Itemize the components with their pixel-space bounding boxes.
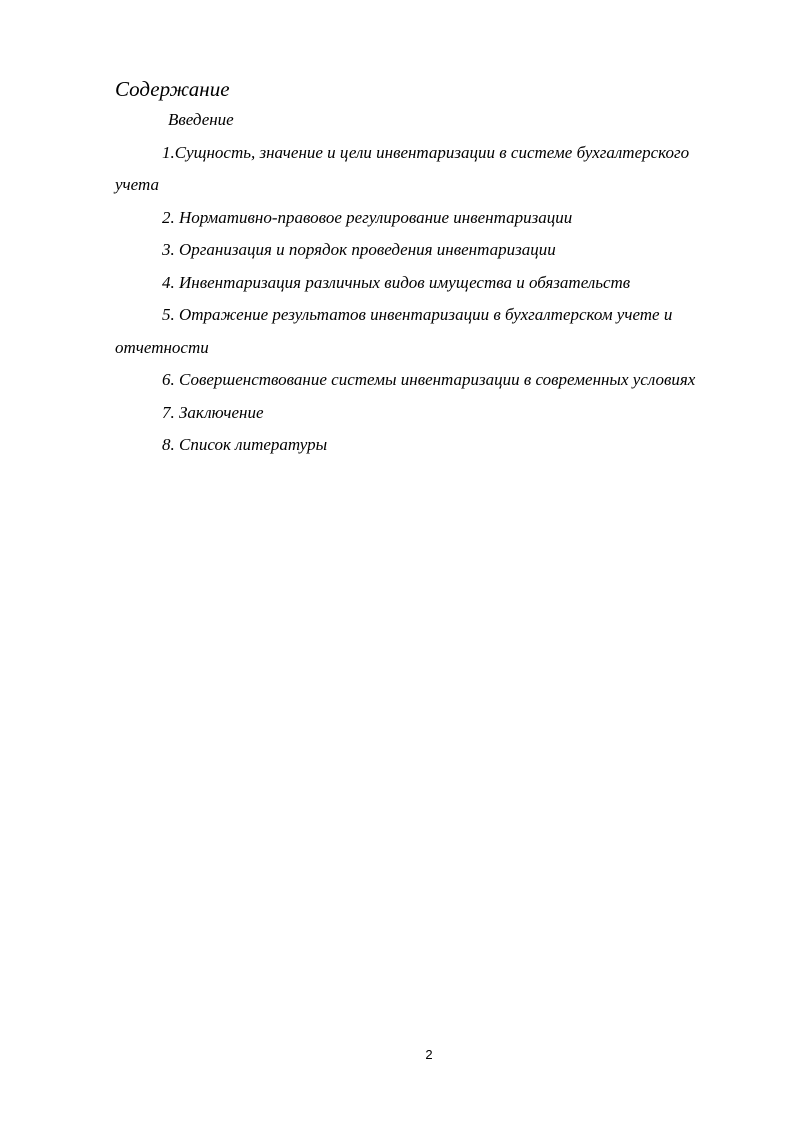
toc-item-7: 7. Заключение <box>162 402 264 422</box>
toc-item-3: 3. Организация и порядок проведения инвентаризации <box>162 240 556 259</box>
toc-item-1: 1.Сущность, значение и цели инвентаризации в системе бухгалтерского учета <box>115 142 690 194</box>
toc-list <box>115 104 735 462</box>
toc-item-introduction: Введение <box>168 110 234 129</box>
table-of-contents <box>115 74 735 462</box>
toc-item-5: 5. Отражение результатов инвентаризации в бухгалтерском учете и отчетности <box>115 305 673 357</box>
toc-item-6: 6. Совершенствование системы инвентаризации в современных условиях <box>162 370 696 389</box>
toc-heading: Содержание <box>115 77 230 101</box>
toc-item-2: 2. Нормативно-правовое регулирование инвентаризации <box>162 207 573 227</box>
toc-item-4: 4. Инвентаризация различных видов имущества и обязательств <box>162 272 631 292</box>
toc-item-8: 8. Список литературы <box>162 435 328 454</box>
page-number: 2 <box>425 1047 433 1062</box>
